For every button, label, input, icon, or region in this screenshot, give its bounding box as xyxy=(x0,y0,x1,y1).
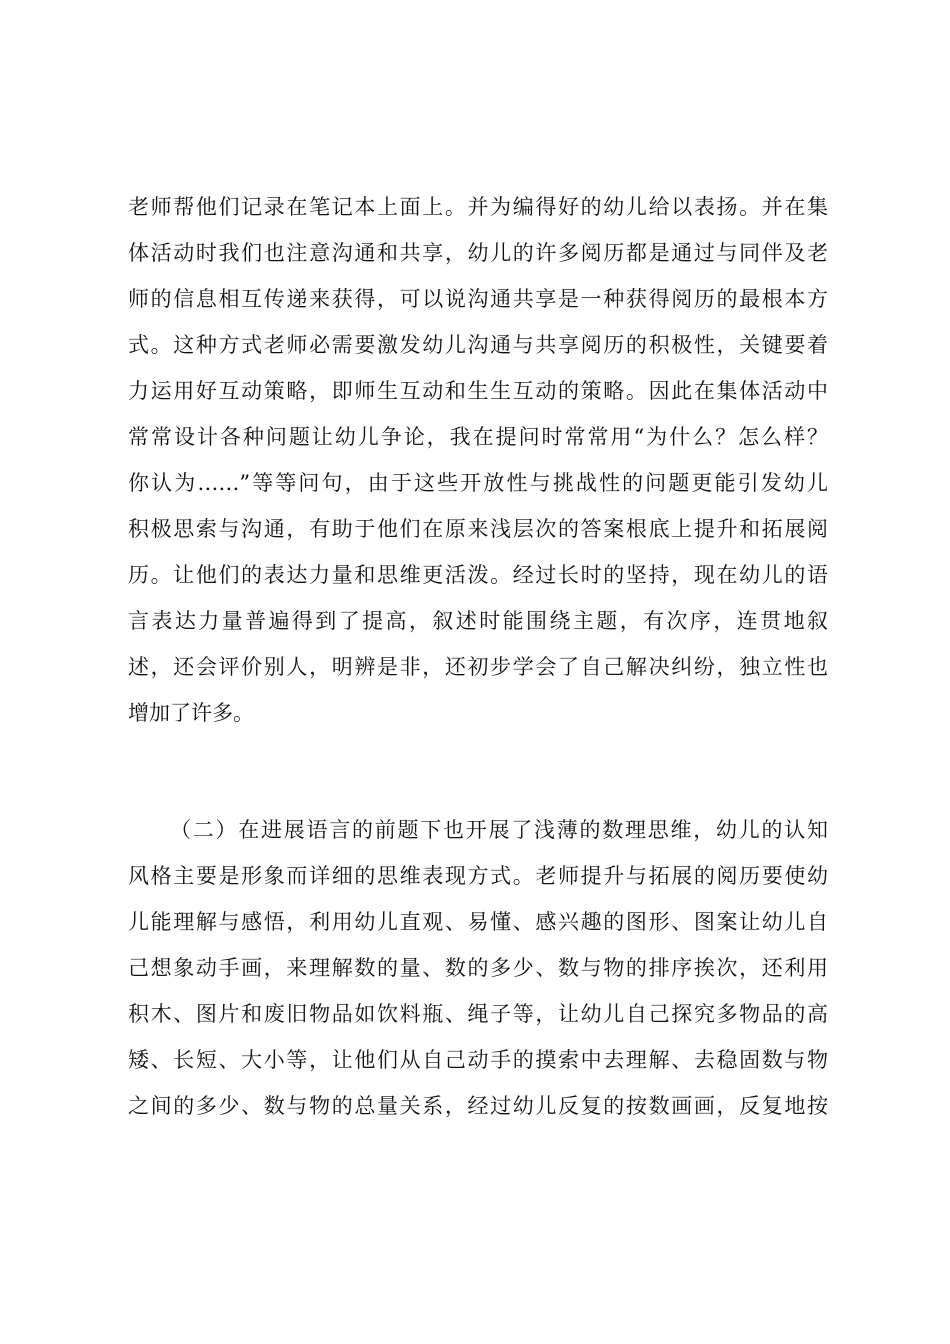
text-line: 历。让他们的表达力量和思维更活泼。经过长时的坚持，现在幼儿的语 xyxy=(128,563,828,587)
text-line: 积极思索与沟通，有助于他们在原来浅层次的答案根底上提升和拓展阅 xyxy=(128,517,828,541)
text-line: 常常设计各种问题让幼儿争论，我在提问时常常用“为什么？怎么样？ xyxy=(128,425,828,449)
text-line: 老师帮他们记录在笔记本上面上。并为编得好的幼儿给以表扬。并在集 xyxy=(128,195,828,219)
text-line: 力运用好互动策略，即师生互动和生生互动的策略。因此在集体活动中 xyxy=(128,379,828,403)
text-line: 师的信息相互传递来获得，可以说沟通共享是一种获得阅历的最根本方 xyxy=(128,287,828,311)
text-line: 式。这种方式老师必需要激发幼儿沟通与共享阅历的积极性，关键要着 xyxy=(128,333,828,357)
text-line: 增加了许多。 xyxy=(128,701,254,725)
text-line: 风格主要是形象而详细的思维表现方式。老师提升与拓展的阅历要使幼 xyxy=(128,864,828,888)
text-line: 言表达力量普遍得到了提高，叙述时能围绕主题，有次序，连贯地叙 xyxy=(128,609,828,633)
text-line: 述，还会评价别人，明辨是非，还初步学会了自己解决纠纷，独立性也 xyxy=(128,655,828,679)
text-line: 矮、长短、大小等，让他们从自己动手的摸索中去理解、去稳固数与物 xyxy=(128,1048,828,1072)
text-line: 儿能理解与感悟，利用幼儿直观、易懂、感兴趣的图形、图案让幼儿自 xyxy=(128,910,828,934)
text-line: 体活动时我们也注意沟通和共享，幼儿的许多阅历都是通过与同伴及老 xyxy=(128,241,828,265)
text-line: （二）在进展语言的前题下也开展了浅薄的数理思维，幼儿的认知 xyxy=(170,818,828,842)
text-line: 你认为……”等等问句，由于这些开放性与挑战性的问题更能引发幼儿 xyxy=(128,471,828,495)
text-line: 己想象动手画，来理解数的量、数的多少、数与物的排序挨次，还利用 xyxy=(128,956,828,980)
text-line: 之间的多少、数与物的总量关系，经过幼儿反复的按数画画，反复地按 xyxy=(128,1094,828,1118)
text-line: 积木、图片和废旧物品如饮料瓶、绳子等，让幼儿自己探究多物品的高 xyxy=(128,1002,828,1026)
